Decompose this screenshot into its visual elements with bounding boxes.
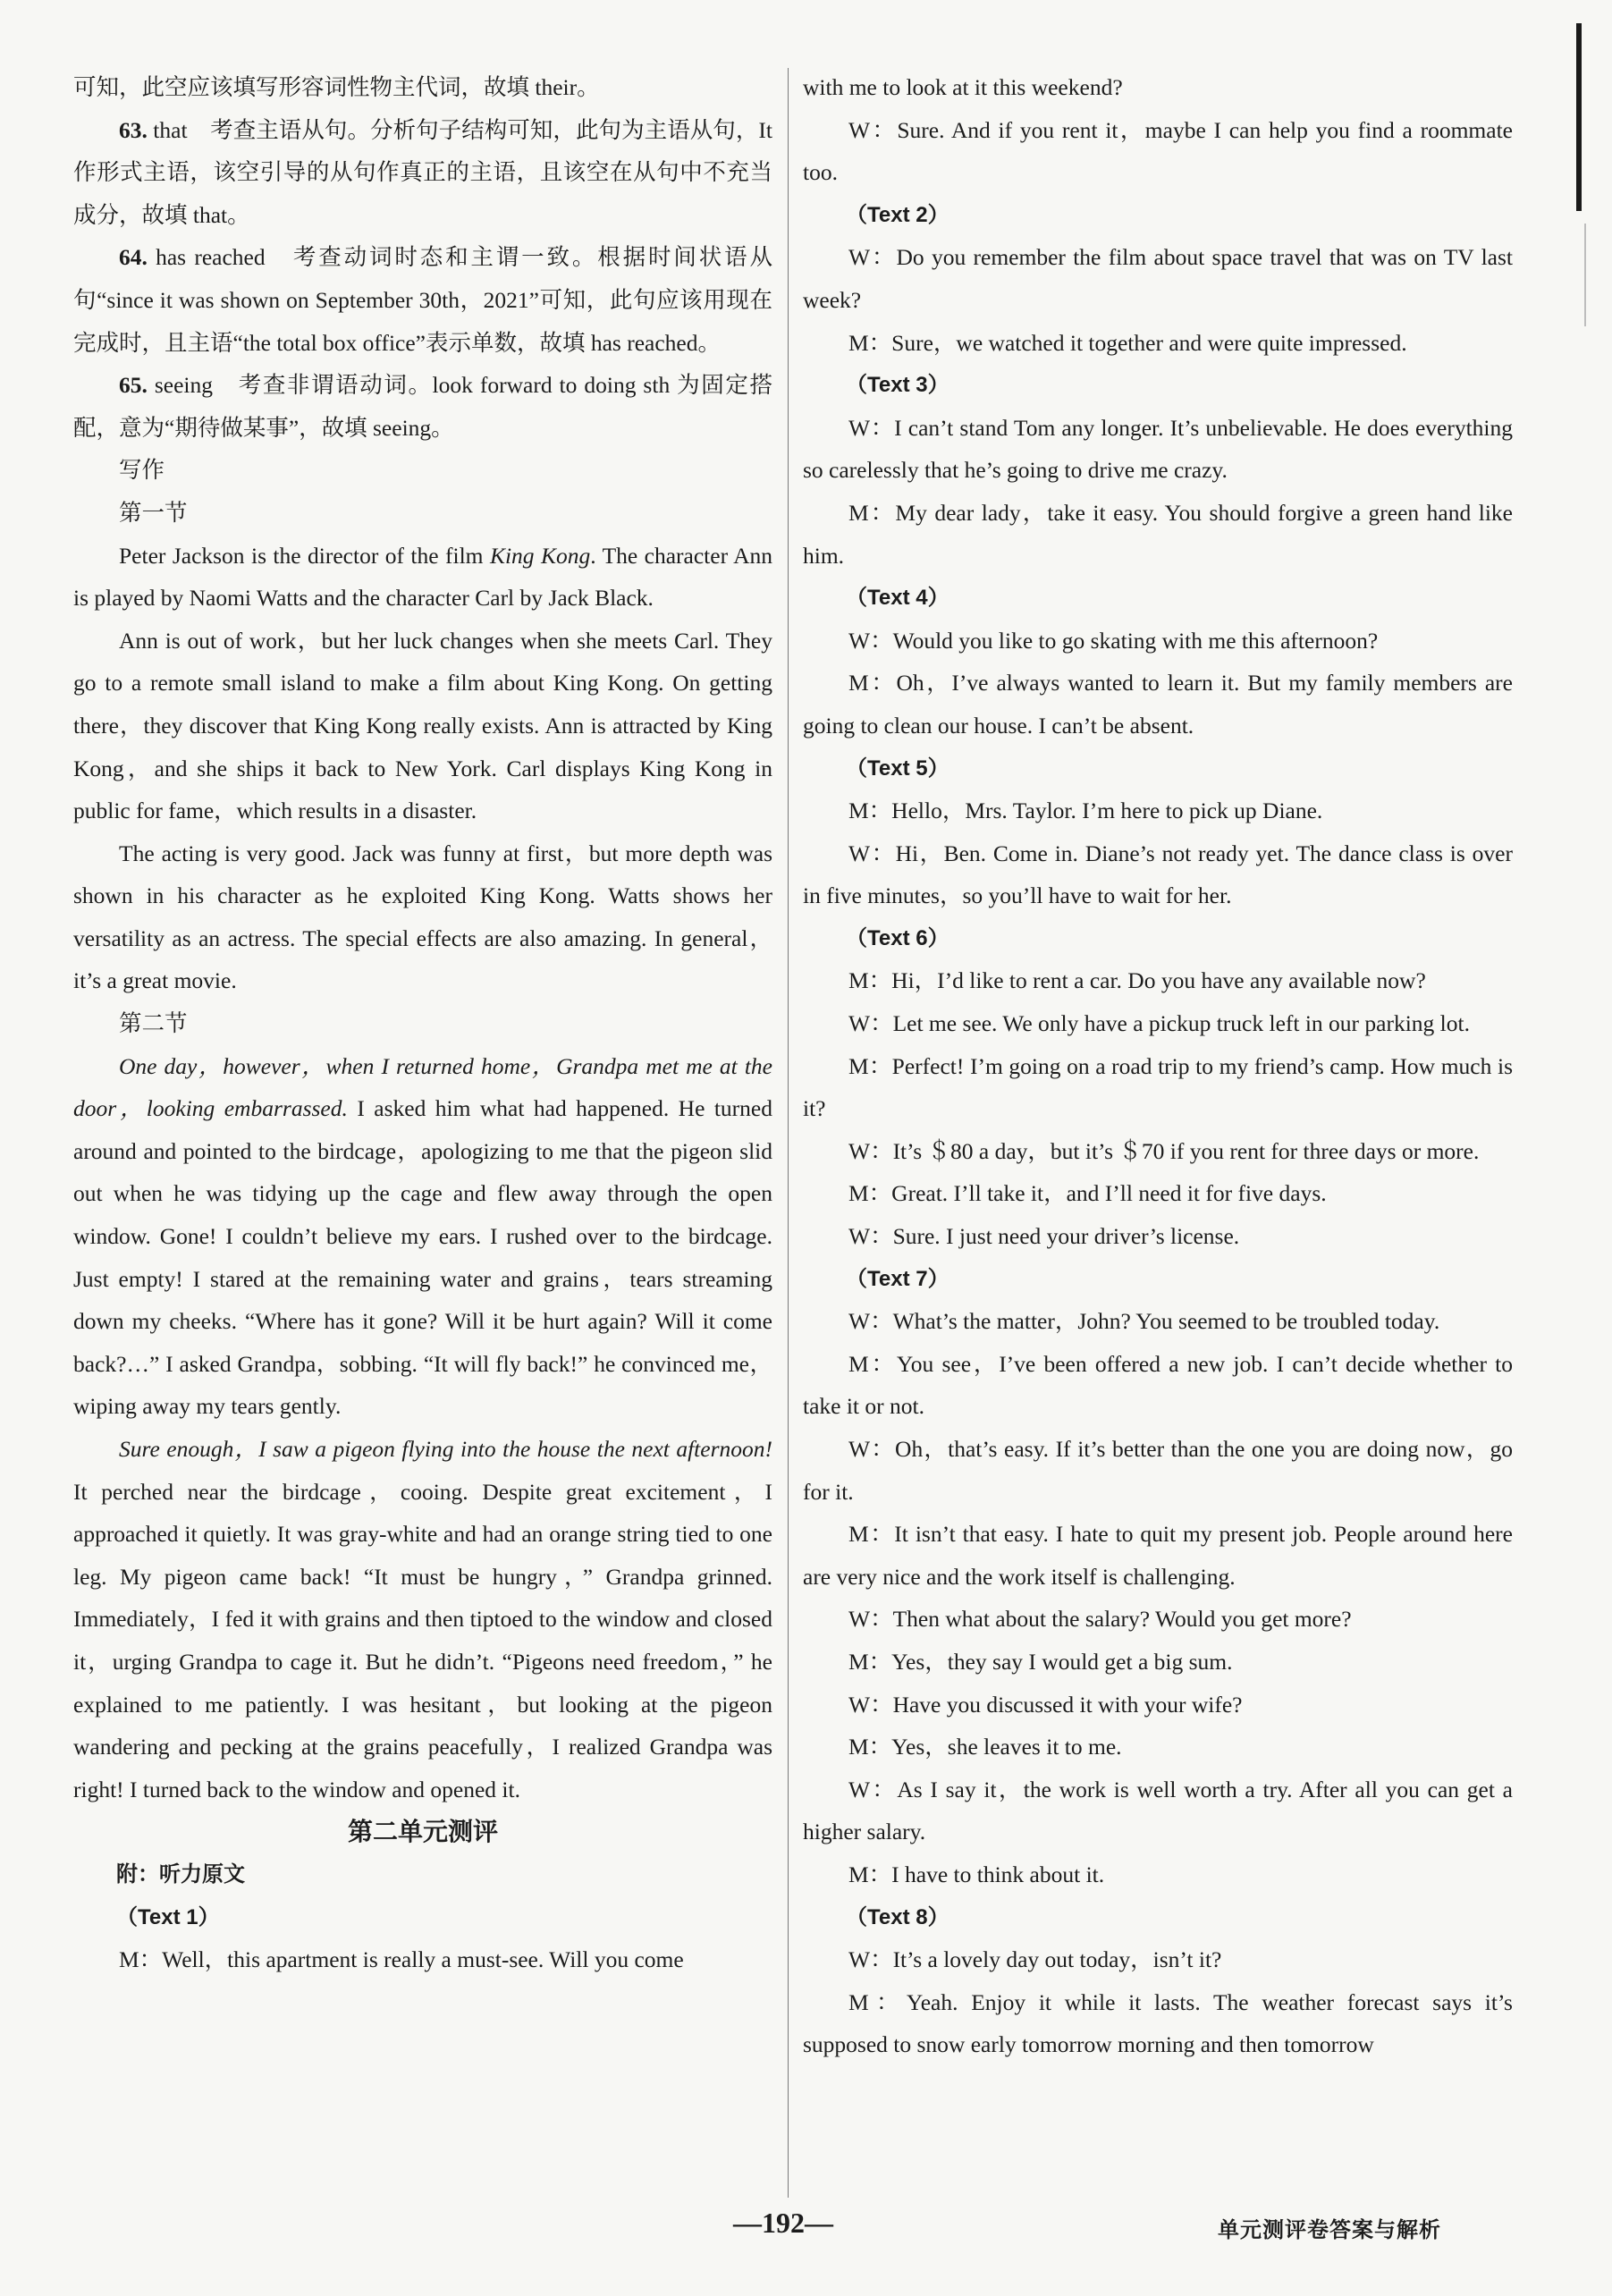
text-8-label: （Text 8） (846, 1904, 949, 1929)
running-footer-title: 单元测评卷答案与解析 (1218, 2218, 1441, 2242)
left-column (73, 66, 772, 1981)
answer-continuation: 可知，此空应该填写形容词性物主代词，故填 their。 (73, 74, 600, 100)
dialogue-line: M：Great. I’ll take it，and I’ll need it for five days. (848, 1180, 1327, 1207)
dialogue-line: M：Hi，I’d like to rent a car. Do you have any available now? (848, 967, 1426, 994)
text-4-label: （Text 4） (846, 586, 949, 611)
dialogue-continuation: with me to look at it this weekend? (803, 74, 1123, 100)
dialogue-line: W：Have you discussed it with your wife? (848, 1691, 1243, 1718)
text-run: . The character Ann is played by Naomi Watts and the character Carl by Jack Black. (73, 542, 773, 612)
dialogue-line: M：I have to think about it. (848, 1861, 1105, 1887)
page-edge-mark-light (1584, 224, 1586, 326)
dialogue-line: M：Well，this apartment is really a must-see. Will you come (119, 1946, 684, 1973)
dialogue-line: W：I can’t stand Tom any longer. It’s unbelievable. He does everything so carelessly that he’s going to drive me crazy. (803, 414, 1513, 484)
page-number: —192— (733, 2207, 833, 2239)
writing-paragraph: The acting is very good. Jack was funny at first，but more depth was shown in his character as he exploited King Kong. Watts shows her versatility as an actress. The special effects are also amazing. In general，it’s a great movie. (73, 840, 772, 994)
listening-transcript-heading: 附：听力原文 (116, 1861, 245, 1887)
dialogue-line: M：Sure，we watched it together and were quite impressed. (848, 329, 1407, 356)
given-sentence: Sure enough，I saw a pigeon flying into the house the next afternoon! (119, 1436, 772, 1462)
answer-number: 63. (119, 116, 148, 143)
text-run: Peter Jackson is the director of the film (119, 542, 490, 569)
answer-number: 65. (119, 372, 148, 399)
writing-heading: 写作 (119, 457, 165, 484)
dialogue-line: W：Sure. And if you rent it，maybe I can help you find a roommate too. (803, 116, 1513, 186)
answer-number: 64. (119, 244, 148, 271)
column-divider (788, 68, 789, 2198)
dialogue-line: M：Perfect! I’m going on a road trip to my friend’s camp. How much is it? (803, 1052, 1513, 1122)
dialogue-line: W：Would you like to go skating with me this afternoon? (848, 627, 1379, 654)
dialogue-line: M：It isn’t that easy. I hate to quit my present job. People around here are very nice and the work itself is challenging. (803, 1521, 1513, 1590)
dialogue-line: W：It’s a lovely day out today，isn’t it? (848, 1946, 1222, 1973)
page-edge-mark (1576, 23, 1582, 211)
section-2-heading: 第二节 (119, 1010, 188, 1037)
given-sentence: One day，however，when I returned home，Grandpa met me at the door，looking embarrassed. (73, 1052, 772, 1122)
dialogue-line: W：Do you remember the film about space travel that was on TV last week? (803, 244, 1513, 313)
dialogue-line: M：Yes，she leaves it to me. (848, 1734, 1122, 1760)
answer-text: has reached 考查动词时态和主谓一致。根据时间状语从句“since it was shown on September 30th，2021”可知，此句应该用现在完成时，且主语“the total box office”表示单数，故填 has reached。 (73, 244, 772, 356)
text-5-label: （Text 5） (846, 755, 949, 781)
dialogue-line: W：Let me see. We only have a pickup truck left in our parking lot. (848, 1010, 1470, 1037)
writing-paragraph (73, 535, 772, 620)
dialogue-line: W：Sure. I just need your driver’s license. (848, 1223, 1240, 1250)
dialogue-line: M：You see，I’ve been offered a new job. I can’t decide whether to take it or not. (803, 1350, 1513, 1420)
dialogue-line: W：Oh，that’s easy. If it’s better than the one you are doing now，go for it. (803, 1436, 1513, 1505)
answer-text: seeing 考查非谓语动词。look forward to doing sth 为固定搭配，意为“期待做某事”，故填 seeing。 (73, 372, 772, 441)
dialogue-line: W：What’s the matter，John? You seemed to be troubled today. (848, 1308, 1440, 1335)
dialogue-line: M：Yes，they say I would get a big sum. (848, 1648, 1233, 1675)
dialogue-line: M：Oh，I’ve always wanted to learn it. But my family members are going to clean our house. I can’t be absent. (803, 670, 1513, 739)
answer-63 (73, 109, 772, 237)
dialogue-line: W：Then what about the salary? Would you get more? (848, 1606, 1352, 1633)
answer-64 (73, 236, 772, 364)
text-1-label: （Text 1） (116, 1904, 220, 1929)
dialogue-line: M：My dear lady，take it easy. You should forgive a green hand like him. (803, 499, 1513, 569)
unit-title: 第二单元测评 (347, 1818, 498, 1846)
film-title: King Kong (489, 542, 591, 569)
dialogue-line: M：Yeah. Enjoy it while it lasts. The weather forecast says it’s supposed to snow early tomorrow morning and then tomorrow (803, 1988, 1513, 2058)
dialogue-line: W：Hi，Ben. Come in. Diane’s not ready yet. The dance class is over in five minutes，so you’ll have to wait for her. (803, 840, 1513, 909)
right-column (803, 66, 1513, 2066)
text-7-label: （Text 7） (846, 1266, 949, 1291)
section-1-heading: 第一节 (119, 499, 188, 526)
text-run: I asked him what had happened. He turned around and pointed to the birdcage，apologizing to me that the pigeon slid out when he was tidying up the cage and flew away through the open window. Gone! I couldn’t believe my ears. I rushed over to the birdcage. Just empty! I stared at the remaining water and grains，tears streaming down my cheeks. “Where has it gone? Will it be hurt again? Will it come back?…” I asked Grandpa，sobbing. “It will fly back!” he convinced me，wiping away my tears gently. (73, 1095, 772, 1420)
text-6-label: （Text 6） (846, 925, 949, 950)
writing-paragraph: Ann is out of work，but her luck changes when she meets Carl. They go to a remote small island to make a film about King Kong. On getting there，they discover that King Kong really exists. Ann is attracted by King Kong，and she ships it back to New York. Carl displays King Kong in public for fame，which results in a disaster. (73, 627, 772, 824)
text-2-label: （Text 2） (846, 202, 949, 227)
answer-text: that 考查主语从句。分析句子结构可知，此句为主语从句，It 作形式主语，该空引导的从句作真正的主语，且该空在从句中不充当成分，故填 that。 (73, 116, 772, 228)
text-3-label: （Text 3） (846, 373, 949, 398)
dialogue-line: W：As I say it，the work is well worth a try. After all you can get a higher salary. (803, 1776, 1513, 1845)
story-paragraph (73, 1428, 772, 1811)
dialogue-line: M：Hello，Mrs. Taylor. I’m here to pick up Diane. (848, 798, 1323, 824)
text-run: It perched near the birdcage，cooing. Despite great excitement，I approached it quietly. It was gray-white and had an orange string tied to one leg. My pigeon came back! “It must be hungry，” Grandpa grinned. Immediately，I fed it with grains and then tiptoed to the window and closed it，urging Grandpa to cage it. But he didn’t. “Pigeons need freedom，” he explained to me patiently. I was hesitant，but looking at the pigeon wandering and pecking at the grains peacefully，I realized Grandpa was right! I turned back to the window and opened it. (73, 1478, 772, 1802)
answer-65 (73, 364, 772, 449)
dialogue-line: W：It’s ＄80 a day，but it’s ＄70 if you rent for three days or more. (848, 1137, 1480, 1164)
story-paragraph (73, 1045, 772, 1428)
